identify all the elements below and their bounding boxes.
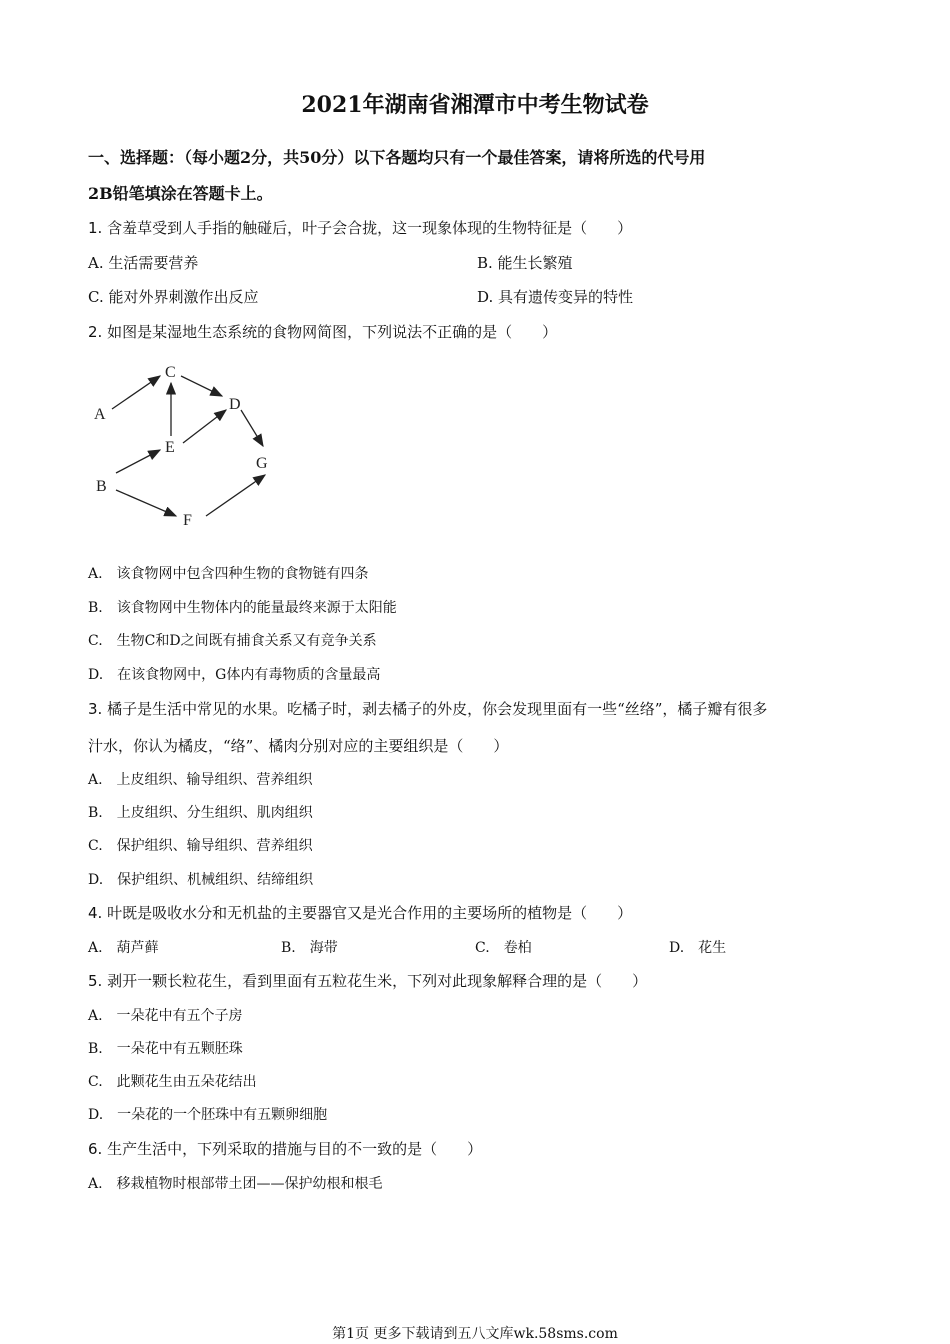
question-number: 4. xyxy=(88,904,103,922)
arrow-a-c xyxy=(112,376,160,409)
q5-option-d: D. 一朵花的一个胚珠中有五颗卵细胞 xyxy=(88,1107,328,1123)
arrow-f-g xyxy=(206,475,265,516)
q4-option-b: B. 海带 xyxy=(281,940,338,956)
arrow-b-e xyxy=(116,450,160,473)
question-number: 1. xyxy=(88,219,103,237)
question-6 xyxy=(88,1138,482,1159)
arrow-b-f xyxy=(116,490,176,516)
q3-option-c: C. 保护组织、输导组织、营养组织 xyxy=(88,838,313,854)
q1-option-a: A. 生活需要营养 xyxy=(88,254,199,272)
q5-option-b: B. 一朵花中有五颗胚珠 xyxy=(88,1041,243,1057)
question-number: 2. xyxy=(88,323,103,341)
q3-option-d: D. 保护组织、机械组织、结缔组织 xyxy=(88,872,314,888)
question-number: 6. xyxy=(88,1140,103,1158)
question-stem: 含羞草受到人手指的触碰后，叶子会合拢，这一现象体现的生物特征是（ ） xyxy=(107,219,633,237)
q6-option-a: A. 移栽植物时根部带土团——保护幼根和根毛 xyxy=(88,1176,383,1192)
page-title: 2021年湖南省湘潭市中考生物试卷 xyxy=(301,92,649,118)
q5-option-c: C. 此颗花生由五朵花结出 xyxy=(88,1074,257,1090)
node-e-label: E xyxy=(165,439,175,456)
q2-option-a: A. 该食物网中包含四种生物的食物链有四条 xyxy=(88,566,369,582)
food-web-diagram xyxy=(88,358,288,533)
question-stem: 叶既是吸收水分和无机盐的主要器官又是光合作用的主要场所的植物是（ ） xyxy=(107,904,633,922)
question-stem-line1: 橘子是生活中常见的水果。吃橘子时，剥去橘子的外皮，你会发现里面有一些“丝络”，橘子瓣有很多 xyxy=(107,700,768,718)
section-heading-line2: 2B铅笔填涂在答题卡上。 xyxy=(88,184,273,203)
question-4 xyxy=(88,902,632,923)
page-footer: 第1页 更多下载请到五八文库wk.58sms.com xyxy=(332,1326,618,1342)
question-5 xyxy=(88,970,647,991)
question-stem: 如图是某湿地生态系统的食物网简图，下列说法不正确的是（ ） xyxy=(107,323,558,341)
question-1 xyxy=(88,217,632,238)
question-2 xyxy=(88,321,557,342)
q4-option-a: A. 葫芦藓 xyxy=(88,940,159,956)
arrow-d-g xyxy=(241,410,263,446)
question-stem: 生产生活中，下列采取的措施与目的不一致的是（ ） xyxy=(107,1140,483,1158)
q3-option-a: A. 上皮组织、输导组织、营养组织 xyxy=(88,772,313,788)
q4-option-c: C. 卷柏 xyxy=(475,940,532,956)
question-stem: 剥开一颗长粒花生，看到里面有五粒花生米，下列对此现象解释合理的是（ ） xyxy=(107,972,648,990)
question-number: 5. xyxy=(88,972,103,990)
q3-option-b: B. 上皮组织、分生组织、肌肉组织 xyxy=(88,805,313,821)
q2-option-b: B. 该食物网中生物体内的能量最终来源于太阳能 xyxy=(88,600,397,616)
q1-option-b: B. 能生长繁殖 xyxy=(477,254,573,272)
q2-option-d: D. 在该食物网中，G体内有毒物质的含量最高 xyxy=(88,667,381,683)
section-heading-line1: 一、选择题：（每小题2分，共50分）以下各题均只有一个最佳答案，请将所选的代号用 xyxy=(88,148,706,167)
node-b-label: B xyxy=(96,478,107,495)
q1-option-d: D. 具有遗传变异的特性 xyxy=(477,288,634,306)
question-number: 3. xyxy=(88,700,103,718)
node-a-label: A xyxy=(94,406,106,423)
question-stem-line2: 汁水，你认为橘皮，“络”、橘肉分别对应的主要组织是（ ） xyxy=(88,737,509,755)
node-g-label: G xyxy=(256,455,268,472)
q2-option-c: C. 生物C和D之间既有捕食关系又有竞争关系 xyxy=(88,633,377,649)
q4-option-d: D. 花生 xyxy=(669,940,727,956)
q5-option-a: A. 一朵花中有五个子房 xyxy=(88,1008,243,1024)
node-f-label: F xyxy=(183,512,192,529)
arrow-c-d xyxy=(181,376,222,396)
question-3 xyxy=(88,698,767,719)
arrow-e-d xyxy=(183,410,226,443)
node-d-label: D xyxy=(229,396,241,413)
node-c-label: C xyxy=(165,364,176,381)
q1-option-c: C. 能对外界刺激作出反应 xyxy=(88,288,259,306)
